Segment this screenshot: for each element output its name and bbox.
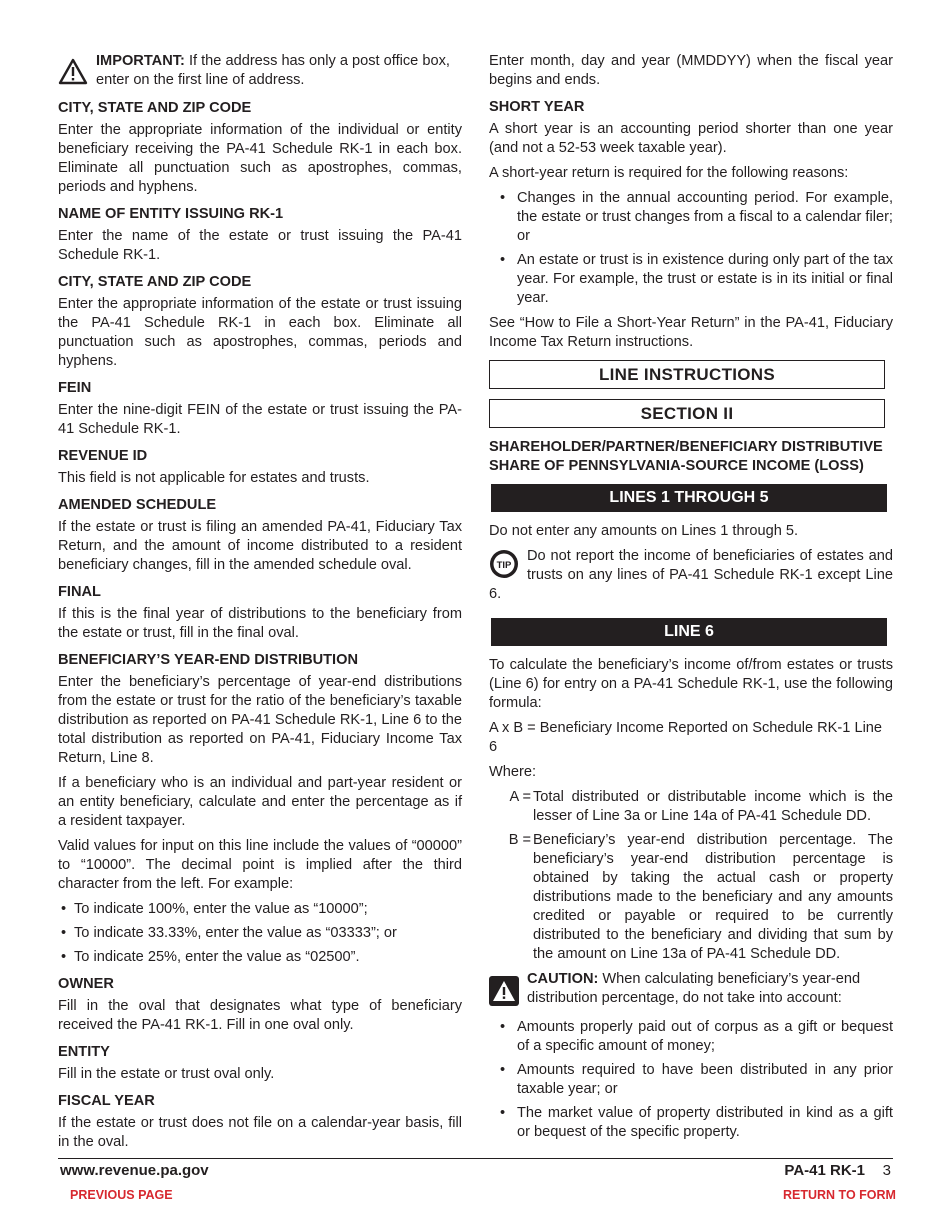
caution-icon (489, 970, 527, 1012)
definition-value: Beneficiary’s year-end distribution percentage. The beneficiary’s year-end distribution percentage is obtained by taking the actual cash or property distributions made to the beneficiary and any amounts credited or payable or required to be currently distributed to the beneficiary and dividing that sum by the amount on Line 13a of PA-41 Schedule DD. (533, 832, 893, 962)
previous-page-link[interactable]: PREVIOUS PAGE (70, 1188, 173, 1202)
form-name: PA-41 RK-1 (784, 1162, 865, 1179)
paragraph: See “How to File a Short-Year Return” in the PA-41, Fiduciary Income Tax Return instructions. (489, 315, 893, 350)
paragraph: Enter month, day and year (MMDDYY) when the fiscal year begins and ends. (489, 53, 893, 88)
warning-icon (58, 52, 96, 91)
paragraph: Enter the nine-digit FEIN of the estate or trust issuing the PA-41 Schedule RK-1. (58, 402, 462, 437)
reasons-list (489, 189, 893, 308)
page-number: 3 (882, 1162, 891, 1179)
paragraph: Enter the appropriate information of the individual or entity beneficiary receiving the PA-41 Schedule RK-1 in each box. Eliminate all punctuation such as apostrophes, commas, periods and hyphens. (58, 122, 462, 195)
definition-value: Total distributed or distributable income which is the lesser of Line 3a or Line 14a of PA-41 Schedule DD. (533, 789, 893, 824)
paragraph: Where: (489, 764, 537, 780)
paragraph: Fill in the estate or trust oval only. (58, 1066, 275, 1082)
paragraph: If the estate or trust is filing an amended PA-41, Fiduciary Tax Return, and the amount of income distributed to a resident beneficiary changes, fill in the amended schedule oval. (58, 519, 462, 573)
tip-text: Do not report the income of beneficiaries of estates and trusts on any lines of PA-41 Schedule RK-1 except Line 6. (489, 548, 893, 602)
paragraph: If a beneficiary who is an individual and part-year resident or an entity beneficiary, calculate and enter the percentage as if a resident taxpayer. (58, 775, 462, 829)
important-text: If the address has only a post office box, enter on the first line of address. (96, 53, 450, 88)
heading-entity-city: CITY, STATE AND ZIP CODE (58, 274, 252, 290)
heading-fein: FEIN (58, 380, 92, 396)
heading-entity-name: NAME OF ENTITY ISSUING RK-1 (58, 206, 284, 222)
tip-icon (489, 549, 521, 581)
caution-list (489, 1018, 893, 1142)
definition-key: A = (509, 789, 531, 805)
list-item: • To indicate 33.33%, enter the value as “03333”; or (74, 924, 462, 943)
paragraph: If this is the final year of distributions to the beneficiary from the estate or trust, fill in the final oval. (58, 606, 462, 641)
list-item: • To indicate 100%, enter the value as “10000”; (74, 900, 462, 919)
caution-text: When calculating beneficiary’s year-end distribution percentage, do not take into account: (527, 971, 861, 1006)
formula-definitions (489, 788, 893, 964)
line-instructions-header: LINE INSTRUCTIONS (489, 360, 885, 389)
paragraph: Enter the name of the estate or trust issuing the PA-41 Schedule RK-1. (58, 228, 462, 263)
heading-entity: ENTITY (58, 1044, 110, 1060)
paragraph: A short year is an accounting period shorter than one year (and not a 52-53 week taxable year). (489, 121, 893, 156)
definition-a (489, 788, 893, 826)
website-url: www.revenue.pa.gov (60, 1162, 209, 1179)
section-title: SHAREHOLDER/PARTNER/BENEFICIARY DISTRIBUTIVE SHARE OF PENNSYLVANIA-SOURCE INCOME (LOSS) (489, 439, 883, 474)
paragraph: Enter the beneficiary’s percentage of year-end distributions from the estate or trust for the ratio of the beneficiary’s taxable distribution as reported on PA-41 Schedule RK-1, Line 6 to the total distribution as reported on PA-41, Fiduciary Income Tax Return, Line 8. (58, 674, 462, 766)
right-column (489, 52, 893, 1148)
definition-b (489, 831, 893, 964)
list-item: • To indicate 25%, enter the value as “02500”. (74, 948, 462, 967)
caution-note (489, 970, 893, 1012)
list-item: • Amounts required to have been distributed in any prior taxable year; or (517, 1061, 893, 1099)
svg-text:TIP: TIP (496, 560, 512, 571)
heading-year-end-distribution: BENEFICIARY’S YEAR-END DISTRIBUTION (58, 652, 359, 668)
section-ii-header: SECTION II (489, 399, 885, 428)
important-label: IMPORTANT: (96, 53, 185, 69)
heading-beneficiary-city: CITY, STATE AND ZIP CODE (58, 100, 252, 116)
heading-final: FINAL (58, 584, 101, 600)
paragraph: Fill in the oval that designates what type of beneficiary received the PA-41 RK-1. Fill in one oval only. (58, 998, 462, 1033)
heading-short-year: SHORT YEAR (489, 99, 585, 115)
paragraph: A short-year return is required for the following reasons: (489, 165, 849, 181)
important-note (58, 52, 462, 91)
return-to-form-link[interactable]: RETURN TO FORM (783, 1188, 896, 1202)
list-item: • Amounts properly paid out of corpus as a gift or bequest of a specific amount of money; (517, 1018, 893, 1056)
examples-list (58, 900, 462, 967)
paragraph: If the estate or trust does not file on a calendar-year basis, fill in the oval. (58, 1115, 462, 1150)
list-item: • Changes in the annual accounting period. For example, the estate or trust changes from a fiscal to a calendar filer; or (517, 189, 893, 246)
paragraph: Valid values for input on this line include the values of “00000” to “10000”. The decimal point is implied after the third character from the left. For example: (58, 838, 462, 892)
page-footer (58, 1158, 893, 1179)
heading-amended-schedule: AMENDED SCHEDULE (58, 497, 217, 513)
lines-1-5-header: LINES 1 THROUGH 5 (491, 484, 887, 512)
heading-revenue-id: REVENUE ID (58, 448, 148, 464)
tip-note (489, 547, 893, 610)
paragraph: To calculate the beneficiary’s income of/from estates or trusts (Line 6) for entry on a PA-41 Schedule RK-1, use the following formula: (489, 657, 893, 711)
formula: A x B = Beneficiary Income Reported on Schedule RK-1 Line 6 (489, 720, 883, 755)
heading-owner: OWNER (58, 976, 114, 992)
line-6-header: LINE 6 (491, 618, 887, 646)
paragraph: Do not enter any amounts on Lines 1 through 5. (489, 523, 799, 539)
definition-key: B = (508, 832, 531, 848)
heading-fiscal-year: FISCAL YEAR (58, 1093, 155, 1109)
caution-label: CAUTION: (527, 971, 599, 987)
paragraph: This field is not applicable for estates and trusts. (58, 470, 370, 486)
paragraph: Enter the appropriate information of the estate or trust issuing the PA-41 Schedule RK-1 in each box. Eliminate all punctuation such as apostrophes, commas, periods and hyphens. (58, 296, 462, 369)
list-item: • An estate or trust is in existence during only part of the tax year. For example, the trust or estate is in its initial or final year. (517, 251, 893, 308)
list-item: • The market value of property distributed in kind as a gift or bequest of the specific property. (517, 1104, 893, 1142)
left-column (58, 52, 462, 1158)
